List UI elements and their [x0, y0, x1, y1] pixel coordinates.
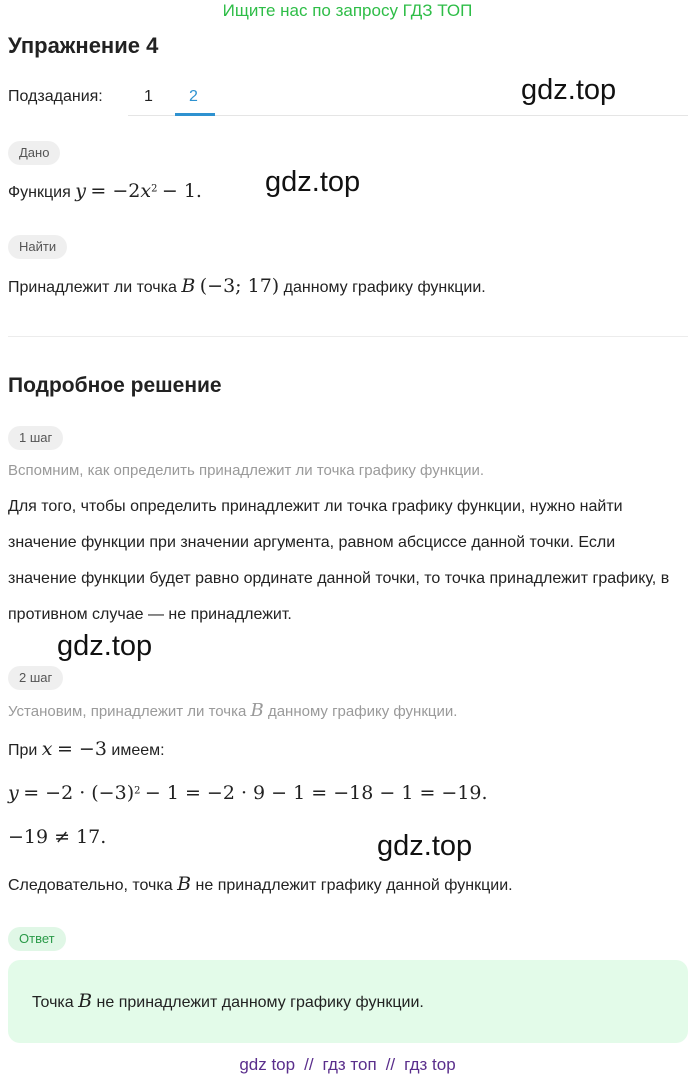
footer-links [0, 1054, 695, 1076]
conclusion-suffix: не принадлежит графику данной функции. [195, 877, 513, 894]
formula-exponent: 2 [151, 183, 158, 195]
answer-text [32, 990, 424, 1014]
calc-exponent: 2 [134, 785, 141, 797]
compare-line [8, 826, 106, 850]
calc-y: y [8, 782, 19, 804]
footer-separator: // [304, 1055, 314, 1074]
active-tab-indicator [175, 113, 215, 116]
calc-line [8, 782, 488, 806]
step2-when-line [8, 738, 165, 762]
step2-hint-suffix: данному графику функции. [267, 703, 458, 720]
question-prefix: Принадлежит ли точка [8, 279, 177, 296]
top-banner: Ищите нас по запросу ГДЗ ТОП [222, 1, 473, 20]
given-text: Функция [8, 184, 71, 201]
conclusion-point: B [177, 873, 192, 895]
given-badge: Дано [8, 141, 60, 165]
calc-b: − 1 = −2 · 9 − 1 = −18 − 1 = −19. [144, 782, 488, 804]
compare-expression: −19 ≠ 17. [8, 826, 107, 848]
find-question-line [8, 275, 486, 299]
formula-lhs: y [75, 180, 86, 202]
step1-badge: 1 шаг [8, 426, 63, 450]
watermark: gdz.top [265, 166, 361, 198]
answer-badge: Ответ [8, 927, 66, 951]
when-value: = −3 [56, 738, 107, 760]
footer-link[interactable]: gdz top [239, 1055, 296, 1074]
subtask-tab-1[interactable]: 1 [144, 88, 153, 105]
subtask-tab-2[interactable]: 2 [189, 88, 198, 105]
step2-hint-prefix: Установим, принадлежит ли точка [8, 703, 247, 720]
step2-hint-point: B [250, 700, 264, 721]
subtasks-label: Подзадания: [8, 88, 103, 105]
step2-badge: 2 шаг [8, 666, 63, 690]
formula-rhs-a: = −2 [90, 180, 141, 202]
find-badge: Найти [8, 235, 67, 259]
step1-hint: Вспомним, как определить принадлежит ли точка графику функции. [8, 462, 485, 479]
given-function-line [8, 180, 202, 204]
when-prefix: При [8, 742, 38, 759]
conclusion-line [8, 873, 513, 897]
footer-link[interactable]: гдз топ [322, 1055, 377, 1074]
conclusion-prefix: Следовательно, точка [8, 877, 173, 894]
when-var: x [41, 738, 53, 760]
footer-link[interactable]: гдз top [404, 1055, 456, 1074]
footer-separator: // [385, 1055, 396, 1074]
calc-a: = −2 · (−3) [23, 782, 135, 804]
watermark: gdz.top [377, 830, 473, 862]
point-name: B [181, 275, 196, 297]
solution-title: Подробное решение [8, 374, 222, 397]
answer-suffix: не принадлежит данному графику функции. [96, 994, 424, 1011]
answer-prefix: Точка [32, 994, 74, 1011]
step1-text: Для того, чтобы определить принадлежит ли точка графику функции, нужно найти значение функции при значении аргумента, равном абсциссе данной точки. Если значение функции будет равно ординате данной точки, то точка принадлежит графику, в противном случае — не принадлежит. [8, 498, 670, 623]
point-coords: (−3; 17) [199, 275, 280, 297]
exercise-title: Упражнение 4 [8, 33, 159, 58]
formula-var: x [140, 180, 152, 202]
section-divider [8, 336, 688, 337]
step2-hint [8, 700, 457, 723]
answer-point: B [78, 990, 93, 1012]
question-suffix: данному графику функции. [283, 279, 486, 296]
when-suffix: имеем: [111, 742, 165, 759]
watermark: gdz.top [521, 74, 617, 106]
watermark: gdz.top [57, 630, 153, 662]
formula-rhs-b: − 1. [161, 180, 202, 202]
answer-box [8, 960, 688, 1043]
